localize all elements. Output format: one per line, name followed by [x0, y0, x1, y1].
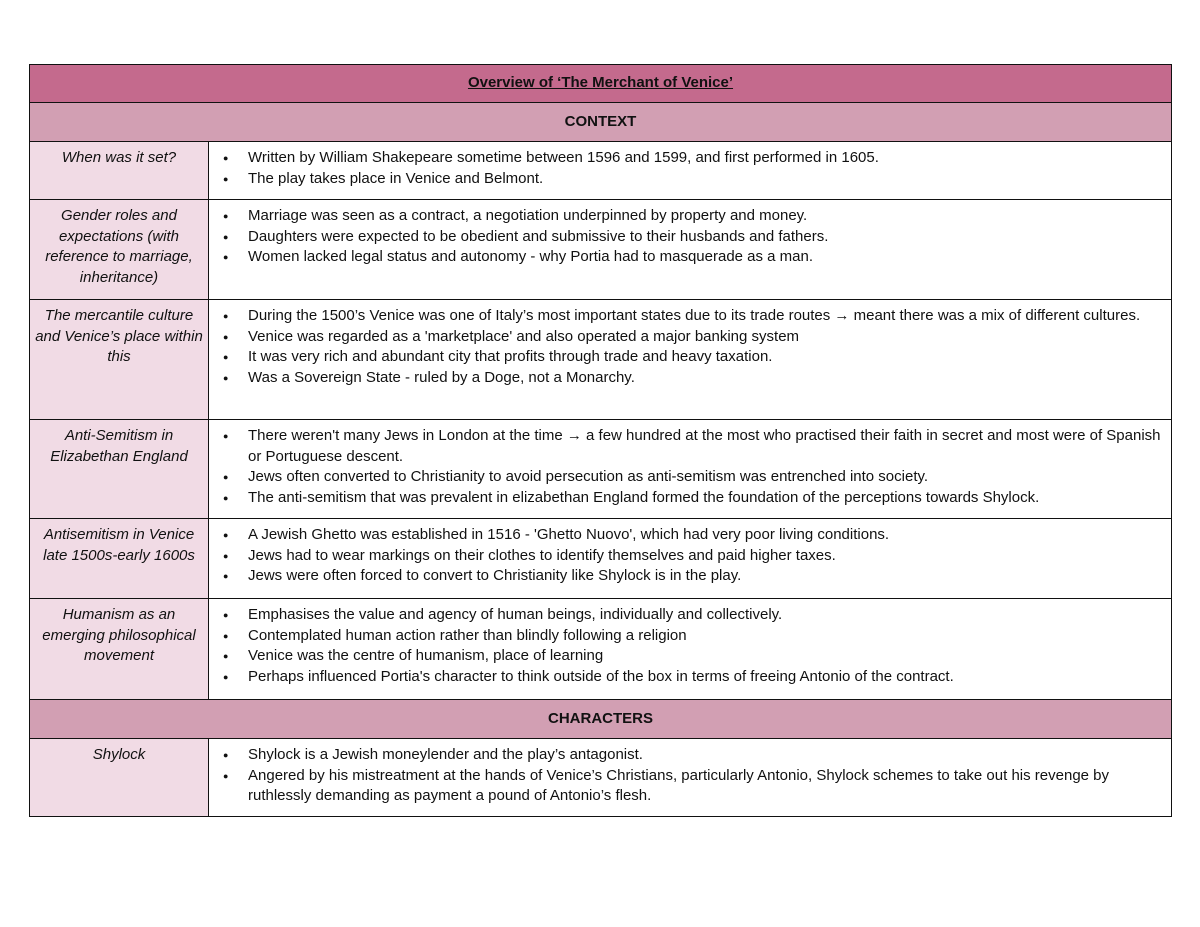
section-heading-row-characters: [30, 700, 1172, 739]
bullet-item: ● Written by William Shakepeare sometime between 1596 and 1599, and first performed in 1605.: [248, 148, 1163, 169]
bullet-list: [209, 745, 1163, 807]
table-row: [30, 200, 1172, 300]
bullet-item: ● Emphasises the value and agency of human beings, individually and collectively.: [248, 605, 1163, 626]
overview-table: [29, 64, 1172, 817]
row-label: Shylock: [30, 739, 209, 817]
bullet-item: ● The play takes place in Venice and Belmont.: [248, 169, 1163, 190]
row-label: When was it set?: [30, 142, 209, 200]
section-heading-row-context: [30, 103, 1172, 142]
row-content: [209, 420, 1172, 519]
bullet-list: [209, 525, 1163, 587]
bullet-item: ● Was a Sovereign State - ruled by a Doge, not a Monarchy.: [248, 368, 1163, 389]
table-row: [30, 599, 1172, 700]
bullet-item: ● Women lacked legal status and autonomy - why Portia had to masquerade as a man.: [248, 247, 1163, 268]
row-label: Gender roles and expectations (with reference to marriage, inheritance): [30, 200, 209, 300]
row-label: Anti-Semitism in Elizabethan England: [30, 420, 209, 519]
bullet-list: [209, 426, 1163, 508]
table-row: [30, 420, 1172, 519]
row-label: The mercantile culture and Venice’s place within this: [30, 300, 209, 420]
table-row: [30, 300, 1172, 420]
row-content: [209, 739, 1172, 817]
bullet-item: ● Jews were often forced to convert to Christianity like Shylock is in the play.: [248, 566, 1163, 587]
section-heading-context: CONTEXT: [30, 103, 1172, 142]
bullet-item: ● Angered by his mistreatment at the hands of Venice’s Christians, particularly Antonio, Shylock schemes to take out his revenge by ruthlessly demanding as payment a pound of Antonio’s flesh.: [248, 766, 1163, 807]
bullet-item: ● Contemplated human action rather than blindly following a religion: [248, 626, 1163, 647]
bullet-list: [209, 605, 1163, 687]
bullet-item: ● Marriage was seen as a contract, a negotiation underpinned by property and money.: [248, 206, 1163, 227]
table-row: [30, 142, 1172, 200]
row-content: [209, 599, 1172, 700]
row-content: [209, 300, 1172, 420]
section-heading-characters: CHARACTERS: [30, 700, 1172, 739]
bullet-item: ● It was very rich and abundant city that profits through trade and heavy taxation.: [248, 347, 1163, 368]
bullet-item: ● Shylock is a Jewish moneylender and the play’s antagonist.: [248, 745, 1163, 766]
row-label: Antisemitism in Venice late 1500s-early 1600s: [30, 519, 209, 599]
bullet-item: ● Jews often converted to Christianity to avoid persecution as anti-semitism was entrenched into society.: [248, 467, 1163, 488]
bullet-item: ● Daughters were expected to be obedient and submissive to their husbands and fathers.: [248, 227, 1163, 248]
row-content: [209, 200, 1172, 300]
bullet-list: [209, 148, 1163, 189]
title-row: [30, 65, 1172, 103]
bullet-item: ● There weren't many Jews in London at the time → a few hundred at the most who practised their faith in secret and most were of Spanish or Portuguese descent.: [248, 426, 1163, 467]
table-row: [30, 519, 1172, 599]
bullet-list: [209, 206, 1163, 268]
row-content: [209, 519, 1172, 599]
bullet-item: ● Jews had to wear markings on their clothes to identify themselves and paid higher taxes.: [248, 546, 1163, 567]
row-label: Humanism as an emerging philosophical movement: [30, 599, 209, 700]
bullet-item: ● Venice was the centre of humanism, place of learning: [248, 646, 1163, 667]
bullet-item: ● A Jewish Ghetto was established in 1516 - 'Ghetto Nuovo', which had very poor living conditions.: [248, 525, 1163, 546]
bullet-item: ● Venice was regarded as a 'marketplace' and also operated a major banking system: [248, 327, 1163, 348]
document-title: Overview of ‘The Merchant of Venice’: [467, 74, 734, 92]
table-row: [30, 739, 1172, 817]
bullet-list: [209, 306, 1163, 388]
bullet-item: ● During the 1500’s Venice was one of Italy’s most important states due to its trade routes → meant there was a mix of different cultures.: [248, 306, 1163, 327]
row-content: [209, 142, 1172, 200]
document-title-cell: [30, 65, 1172, 103]
bullet-item: ● The anti-semitism that was prevalent in elizabethan England formed the foundation of the perceptions towards Shylock.: [248, 488, 1163, 509]
bullet-item: ● Perhaps influenced Portia's character to think outside of the box in terms of freeing Antonio of the contract.: [248, 667, 1163, 688]
